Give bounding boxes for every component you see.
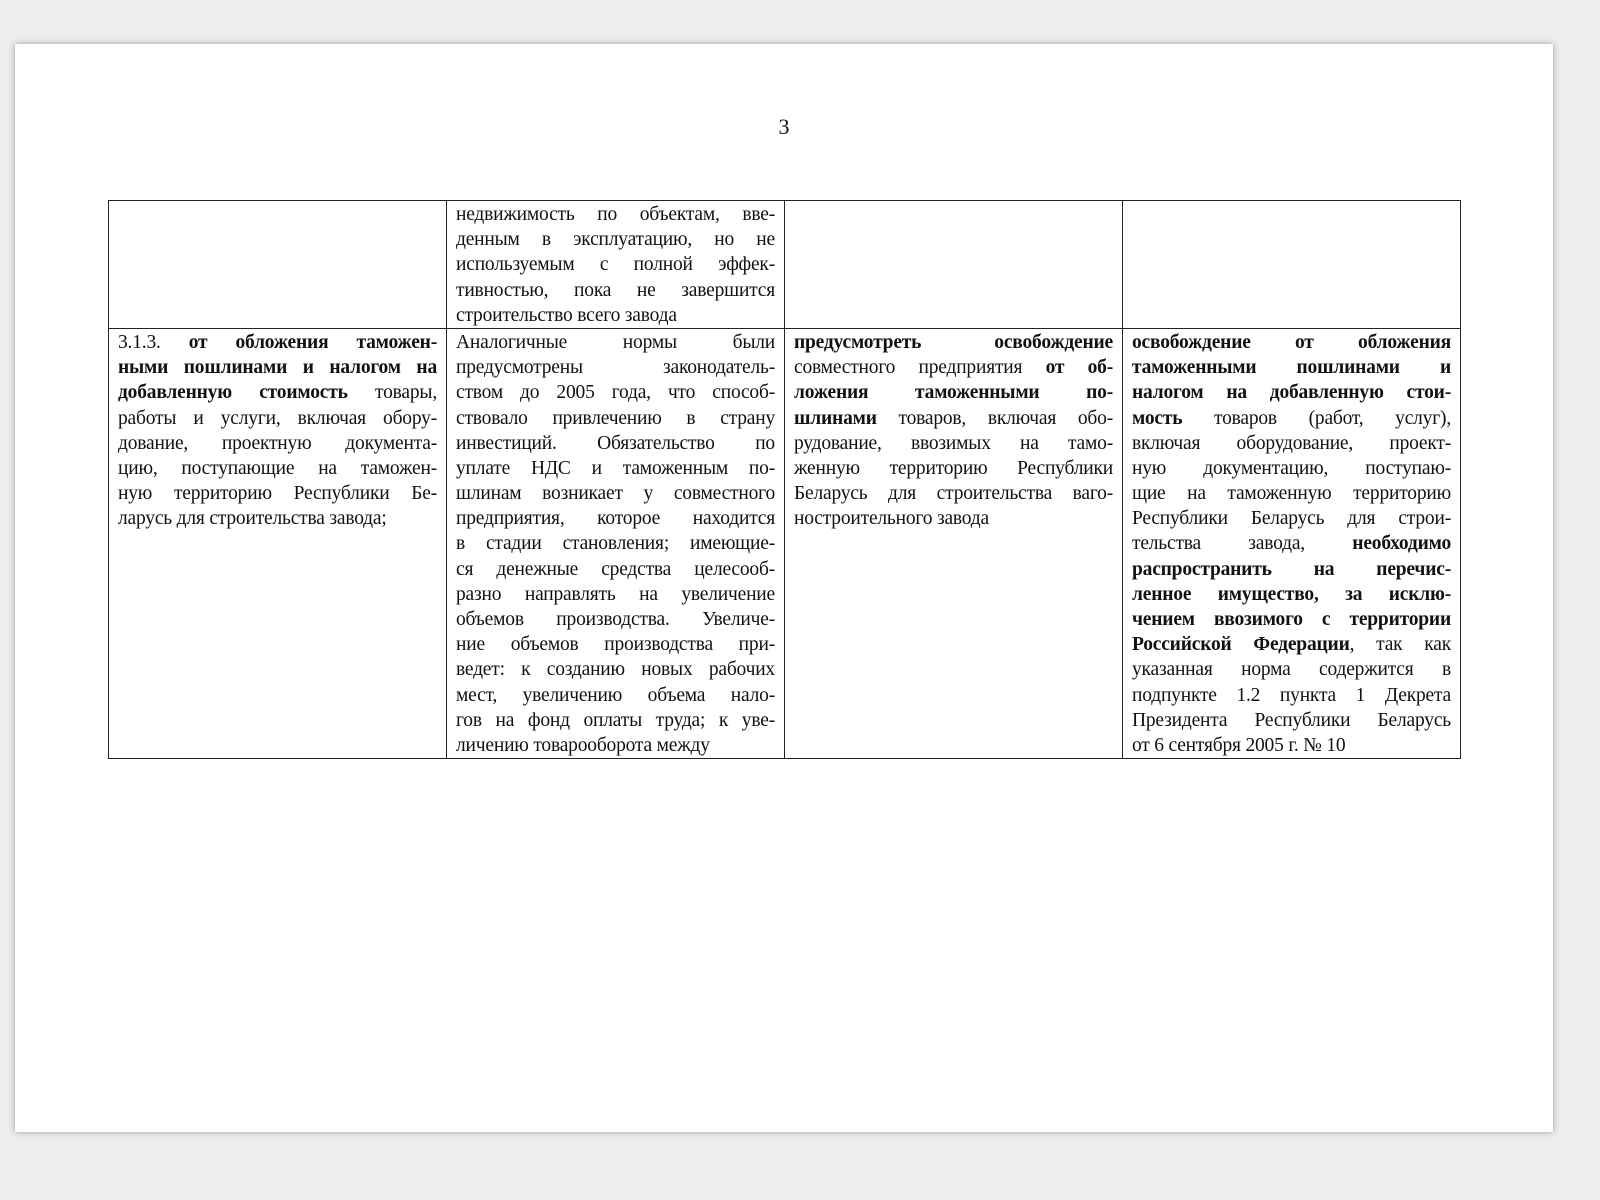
text: тивностью, пока не завершится — [456, 279, 775, 301]
text-line — [1132, 582, 1451, 607]
bold-text: освобождение от обложения — [1132, 331, 1451, 353]
text: предусмотрены законодатель- — [456, 357, 775, 379]
text: Президента Республики Беларусь — [1132, 709, 1451, 731]
text-line — [456, 303, 775, 328]
text-line — [456, 227, 775, 252]
text-line — [1132, 355, 1451, 380]
text: Беларусь для строительства ваго- — [794, 483, 1113, 505]
text-line — [1132, 431, 1451, 456]
table-cell — [1123, 328, 1461, 758]
text: щие на таможенную территорию — [1132, 483, 1451, 505]
table-cell — [447, 328, 785, 758]
text-line — [1132, 657, 1451, 682]
text: недвижимость по объектам, вве- — [456, 204, 775, 225]
text: указанная норма содержится в — [1132, 659, 1451, 681]
table-cell — [785, 328, 1123, 758]
document-page — [15, 44, 1553, 1132]
text-line — [794, 506, 1113, 531]
text-line — [794, 406, 1113, 431]
text-line — [456, 380, 775, 405]
table-row — [109, 201, 1461, 329]
text: дование, проектную документа- — [118, 432, 437, 454]
comparison-table — [108, 200, 1461, 759]
text: товаров (работ, услуг), — [1182, 407, 1451, 429]
text: ведет: к созданию новых рабочих — [456, 659, 775, 681]
text-line — [456, 252, 775, 277]
bold-text: от об- — [1045, 357, 1113, 379]
text: ную территорию Республики Бе- — [118, 483, 437, 505]
text-line — [118, 355, 437, 380]
text-line — [456, 557, 775, 582]
text: ствовало привлечению в страну — [456, 407, 775, 429]
text-line — [1132, 708, 1451, 733]
text-line — [794, 380, 1113, 405]
text-line — [1132, 380, 1451, 405]
text: работы и услуги, включая обору- — [118, 407, 437, 429]
text: ностроительного завода — [794, 508, 989, 530]
text-line — [456, 607, 775, 632]
text-line — [118, 330, 437, 355]
bold-text: ложения таможенными по- — [794, 382, 1113, 404]
text-line — [456, 582, 775, 607]
text-line — [456, 708, 775, 733]
table-row — [109, 328, 1461, 758]
text-line — [794, 355, 1113, 380]
text-line — [456, 733, 775, 758]
text-line — [118, 406, 437, 431]
text-line — [118, 506, 437, 531]
text-line — [456, 202, 775, 227]
text: ством до 2005 года, что способ- — [456, 382, 775, 404]
text-line — [456, 481, 775, 506]
text: 3.1.3. — [118, 331, 189, 353]
bold-text: необходимо — [1352, 533, 1451, 555]
page-number: 3 — [778, 114, 790, 139]
text-line — [456, 506, 775, 531]
text-line — [456, 632, 775, 657]
text-line — [456, 278, 775, 303]
text: в стадии становления; имеющие- — [456, 533, 775, 555]
bold-text: шлинами — [794, 407, 877, 429]
text: Аналогичные нормы были — [456, 331, 775, 353]
text: цию, поступающие на таможен- — [118, 457, 437, 479]
text: совместного предприятия — [794, 357, 1046, 379]
bold-text: ленное имущество, за исклю- — [1132, 583, 1451, 605]
bold-text: Российской Федерации — [1132, 634, 1350, 656]
text: товары, — [347, 382, 437, 404]
text-line — [456, 431, 775, 456]
text-line — [1132, 330, 1451, 355]
text-line — [794, 481, 1113, 506]
bold-text: таможенными пошлинами и — [1132, 357, 1451, 379]
bold-text: добавленную стоимость — [118, 382, 348, 404]
text-line — [1132, 733, 1451, 758]
text: шлинам возникает у совместного — [456, 483, 775, 505]
text: объемов производства. Увеличе- — [456, 609, 775, 630]
text-line — [1132, 531, 1451, 556]
table-cell — [109, 328, 447, 758]
text-line — [118, 456, 437, 481]
text-line — [794, 456, 1113, 481]
text-line — [794, 330, 1113, 355]
text-line — [456, 456, 775, 481]
text: уплате НДС и таможенным по- — [456, 457, 775, 479]
text-line — [456, 657, 775, 682]
text: разно направлять на увеличение — [456, 583, 775, 605]
text-line — [456, 406, 775, 431]
bold-text: от обложения таможен- — [188, 331, 437, 353]
text: инвестиций. Обязательство по — [456, 432, 775, 454]
bold-text: ными пошлинами и налогом на — [118, 357, 437, 379]
text-line — [1132, 632, 1451, 657]
text: ние объемов производства при- — [456, 634, 775, 656]
text-line — [1132, 456, 1451, 481]
text-line — [456, 330, 775, 355]
text: ся денежные средства целесооб- — [456, 558, 775, 580]
table-cell — [785, 201, 1123, 329]
text-line — [456, 683, 775, 708]
bold-text: распространить на перечис- — [1132, 558, 1451, 580]
text: Республики Беларусь для строи- — [1132, 508, 1451, 530]
bold-text: мость — [1132, 407, 1183, 429]
text-line — [1132, 607, 1451, 632]
text: предприятия, которое находится — [456, 508, 775, 530]
text-line — [118, 431, 437, 456]
text-line — [794, 431, 1113, 456]
text: включая оборудование, проект- — [1132, 432, 1451, 454]
bold-text: чением ввозимого с территории — [1132, 609, 1451, 630]
bold-text: налогом на добавленную стои- — [1132, 382, 1451, 404]
text: от 6 сентября 2005 г. № 10 — [1132, 734, 1346, 756]
text: денным в эксплуатацию, но не — [456, 229, 775, 251]
text: гов на фонд оплаты труда; к уве- — [456, 709, 775, 731]
text-line — [118, 380, 437, 405]
text-line — [456, 355, 775, 380]
text: ларусь для строительства завода; — [118, 508, 387, 530]
text-line — [1132, 506, 1451, 531]
text: ную документацию, поступаю- — [1132, 457, 1451, 479]
text-line — [1132, 683, 1451, 708]
text: , так как — [1349, 634, 1451, 656]
text: товаров, включая обо- — [876, 407, 1113, 429]
text: тельства завода, — [1132, 533, 1353, 555]
text: женную территорию Республики — [794, 457, 1113, 479]
text: личению товарооборота между — [456, 734, 710, 756]
text-line — [456, 531, 775, 556]
bold-text: предусмотреть освобождение — [794, 331, 1113, 353]
text-line — [1132, 557, 1451, 582]
text: подпункте 1.2 пункта 1 Декрета — [1132, 684, 1451, 706]
text-line — [118, 481, 437, 506]
text: строительство всего завода — [456, 304, 677, 326]
table-cell — [109, 201, 447, 329]
table-cell — [447, 201, 785, 329]
text: мест, увеличению объема нало- — [456, 684, 775, 706]
text-line — [1132, 406, 1451, 431]
text: рудование, ввозимых на тамо- — [794, 432, 1113, 454]
text-line — [1132, 481, 1451, 506]
text: используемым с полной эффек- — [456, 254, 775, 276]
table-cell — [1123, 201, 1461, 329]
